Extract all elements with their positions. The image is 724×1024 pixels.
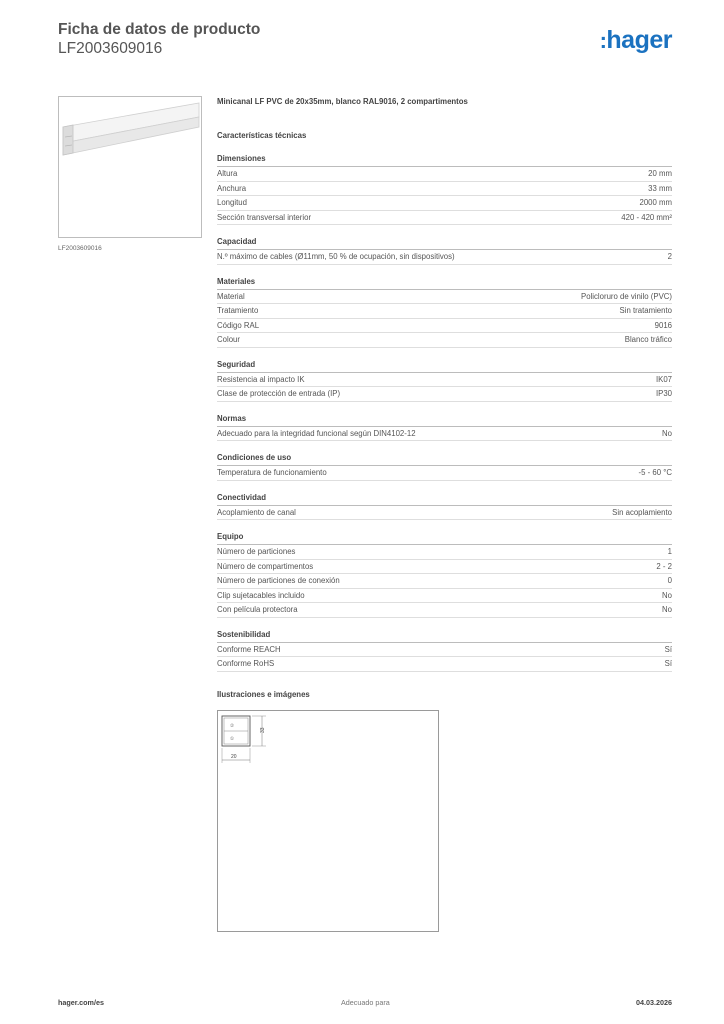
- spec-row: [217, 466, 672, 481]
- section-standards: [217, 413, 672, 442]
- image-caption: LF2003609016: [58, 245, 102, 252]
- main-content: [217, 96, 672, 672]
- spec-row: [217, 387, 672, 402]
- svg-text:②: ②: [230, 723, 235, 728]
- spec-row: [217, 196, 672, 211]
- page-header: [58, 20, 672, 70]
- spec-value: 9016: [654, 320, 672, 330]
- section-dimensions: [217, 153, 672, 225]
- website-link[interactable]: hager.com/es: [58, 998, 104, 1007]
- svg-text:20: 20: [231, 754, 237, 760]
- spec-label: Resistencia al impacto IK: [217, 374, 305, 384]
- spec-label: Temperatura de funcionamiento: [217, 468, 327, 477]
- spec-value: Sin tratamiento: [619, 306, 672, 315]
- section-title: Dimensiones: [217, 153, 672, 167]
- spec-value: 420 - 420 mm²: [621, 212, 672, 222]
- technical-characteristics-title: Características técnicas: [217, 131, 307, 140]
- spec-row: [217, 182, 672, 197]
- spec-value: 0: [667, 576, 672, 585]
- section-title: Sostenibilidad: [217, 629, 672, 643]
- spec-label: Conforme REACH: [217, 644, 281, 654]
- spec-row: [217, 427, 672, 442]
- spec-label: Clase de protección de entrada (IP): [217, 389, 341, 398]
- section-title: Seguridad: [217, 359, 672, 373]
- spec-label: Altura: [217, 169, 238, 178]
- section-sustainability: [217, 629, 672, 672]
- spec-value: 2: [667, 252, 672, 261]
- spec-value: 1: [667, 547, 672, 556]
- spec-row: [217, 545, 672, 560]
- spec-row: [217, 506, 672, 521]
- section-equipment: [217, 531, 672, 618]
- section-title: Normas: [217, 413, 672, 427]
- spec-row: [217, 167, 672, 182]
- spec-row: [217, 290, 672, 305]
- spec-row: [217, 574, 672, 589]
- spec-row: [217, 319, 672, 334]
- spec-label: Longitud: [217, 198, 247, 207]
- spec-label: Número de particiones: [217, 547, 296, 556]
- cross-section-drawing-icon: [218, 711, 440, 933]
- spec-row: [217, 657, 672, 672]
- spec-row: [217, 643, 672, 658]
- product-code: LF2003609016: [58, 40, 163, 57]
- section-safety: [217, 359, 672, 402]
- section-capacity: [217, 236, 672, 265]
- spec-row: [217, 211, 672, 226]
- spec-value: -5 - 60 °C: [638, 468, 672, 477]
- document-title: Ficha de datos de producto: [58, 21, 261, 38]
- spec-label: Anchura: [217, 183, 247, 193]
- footer-note: Adecuado para: [341, 998, 390, 1007]
- spec-value: Sí: [664, 644, 672, 654]
- spec-value: IP30: [655, 389, 672, 398]
- section-title: Condiciones de uso: [217, 452, 672, 466]
- spec-label: Conforme RoHS: [217, 659, 275, 668]
- spec-label: Código RAL: [217, 320, 260, 330]
- cable-trunking-icon: [59, 97, 203, 239]
- section-connectivity: [217, 492, 672, 521]
- spec-label: Adecuado para la integridad funcional según DIN4102-12: [217, 428, 416, 438]
- spec-label: Con película protectora: [217, 605, 298, 614]
- spec-row: [217, 250, 672, 265]
- spec-value: Sí: [664, 659, 672, 668]
- spec-label: N.º máximo de cables (Ø11mm, 50 % de ocupación, sin dispositivos): [217, 252, 455, 261]
- page-footer: [58, 998, 672, 1010]
- spec-label: Acoplamiento de canal: [217, 507, 296, 517]
- technical-drawing: [217, 710, 439, 932]
- svg-text:33: 33: [260, 727, 266, 733]
- section-title: Equipo: [217, 531, 672, 545]
- spec-row: [217, 333, 672, 348]
- section-materials: [217, 276, 672, 348]
- spec-label: Sección transversal interior: [217, 212, 312, 222]
- section-title: Capacidad: [217, 236, 672, 250]
- hager-logo: [600, 26, 672, 55]
- spec-label: Número de particiones de conexión: [217, 576, 340, 585]
- section-title: Materiales: [217, 276, 672, 290]
- spec-row: [217, 304, 672, 319]
- product-image: [58, 96, 202, 238]
- logo-prefix: :: [599, 28, 607, 53]
- spec-value: Policloruro de vinilo (PVC): [581, 291, 672, 301]
- spec-value: 20 mm: [648, 169, 672, 178]
- spec-value: No: [662, 428, 672, 438]
- logo-text: hager: [606, 26, 672, 54]
- illustrations-title: Ilustraciones e imágenes: [217, 690, 310, 699]
- spec-value: Sin acoplamiento: [612, 507, 672, 517]
- spec-row: [217, 603, 672, 618]
- spec-value: No: [662, 605, 672, 614]
- spec-value: IK07: [655, 374, 672, 384]
- document-date: 04.03.2026: [636, 998, 672, 1007]
- spec-value: 33 mm: [648, 183, 672, 193]
- spec-value: No: [662, 590, 672, 600]
- spec-label: Colour: [217, 335, 240, 344]
- spec-row: [217, 373, 672, 388]
- spec-label: Número de compartimentos: [217, 561, 314, 571]
- section-conditions-of-use: [217, 452, 672, 481]
- spec-label: Tratamiento: [217, 306, 259, 315]
- spec-row: [217, 560, 672, 575]
- spec-label: Material: [217, 291, 245, 301]
- section-title: Conectividad: [217, 492, 672, 506]
- spec-row: [217, 589, 672, 604]
- spec-value: 2000 mm: [639, 198, 672, 207]
- product-description: Minicanal LF PVC de 20x35mm, blanco RAL9016, 2 compartimentos: [217, 97, 468, 106]
- spec-value: 2 - 2: [656, 561, 672, 571]
- spec-label: Clip sujetacables incluido: [217, 590, 305, 600]
- svg-text:①: ①: [230, 736, 235, 741]
- spec-value: Blanco tráfico: [624, 335, 672, 344]
